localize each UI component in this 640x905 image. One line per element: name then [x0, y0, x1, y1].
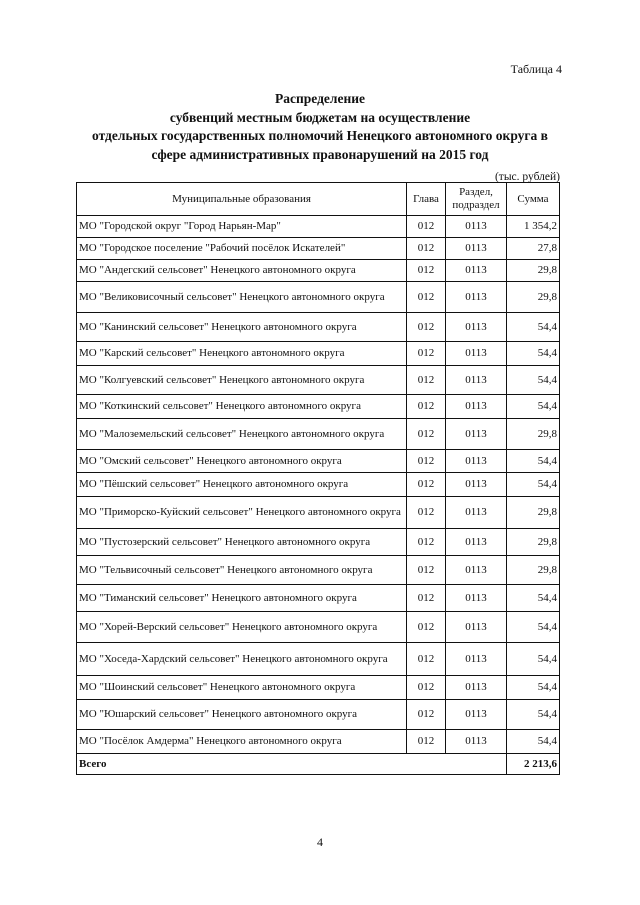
cell-section: 0113 [446, 700, 507, 730]
cell-section: 0113 [446, 730, 507, 754]
cell-chapter: 012 [407, 238, 446, 260]
cell-chapter: 012 [407, 612, 446, 643]
cell-chapter: 012 [407, 643, 446, 676]
cell-sum: 29,8 [507, 419, 560, 450]
table-row [77, 497, 560, 529]
cell-sum: 54,4 [507, 700, 560, 730]
cell-municipality: МО "Юшарский сельсовет" Ненецкого автономного округа [77, 700, 407, 730]
cell-sum: 54,4 [507, 395, 560, 419]
cell-municipality: МО "Хорей-Верский сельсовет" Ненецкого автономного округа [77, 612, 407, 643]
header-section-line1: Раздел, [459, 186, 493, 198]
header-sum: Сумма [507, 183, 560, 216]
cell-municipality: МО "Андегский сельсовет" Ненецкого автономного округа [77, 260, 407, 282]
cell-chapter: 012 [407, 419, 446, 450]
table-row [77, 313, 560, 342]
units-note: (тыс. рублей) [494, 171, 560, 183]
total-sum: 2 213,6 [507, 754, 560, 775]
cell-sum: 54,4 [507, 473, 560, 497]
table-row [77, 556, 560, 585]
cell-sum: 54,4 [507, 676, 560, 700]
table-row [77, 473, 560, 497]
table-row [77, 612, 560, 643]
title-line: субвенций местным бюджетам на осуществление [169, 109, 471, 125]
cell-section: 0113 [446, 366, 507, 395]
cell-sum: 54,4 [507, 313, 560, 342]
table-row [77, 730, 560, 754]
cell-sum: 1 354,2 [507, 216, 560, 238]
cell-section: 0113 [446, 643, 507, 676]
cell-section: 0113 [446, 612, 507, 643]
table-row [77, 700, 560, 730]
cell-sum: 54,4 [507, 730, 560, 754]
page-number: 4 [317, 835, 323, 849]
header-chapter: Глава [407, 183, 446, 216]
cell-section: 0113 [446, 342, 507, 366]
cell-municipality: МО "Карский сельсовет" Ненецкого автономного округа [77, 342, 407, 366]
title-line: сфере административных правонарушений на 2015 год [151, 146, 489, 162]
cell-sum: 29,8 [507, 497, 560, 529]
title-line: Распределение [274, 91, 366, 106]
cell-section: 0113 [446, 585, 507, 612]
cell-chapter: 012 [407, 730, 446, 754]
cell-section: 0113 [446, 529, 507, 556]
header-municipality: Муниципальные образования [77, 183, 407, 216]
cell-municipality: МО "Пустозерский сельсовет" Ненецкого автономного округа [77, 529, 407, 556]
cell-sum: 29,8 [507, 260, 560, 282]
cell-chapter: 012 [407, 676, 446, 700]
cell-municipality: МО "Городской округ "Город Нарьян-Мар" [77, 216, 407, 238]
cell-chapter: 012 [407, 260, 446, 282]
cell-chapter: 012 [407, 366, 446, 395]
table-row [77, 395, 560, 419]
table-row [77, 342, 560, 366]
cell-municipality: МО "Пёшский сельсовет" Ненецкого автономного округа [77, 473, 407, 497]
cell-section: 0113 [446, 313, 507, 342]
cell-municipality: МО "Колгуевский сельсовет" Ненецкого автономного округа [77, 366, 407, 395]
cell-municipality: МО "Тиманский сельсовет" Ненецкого автономного округа [77, 585, 407, 612]
cell-municipality: МО "Тельвисочный сельсовет" Ненецкого автономного округа [77, 556, 407, 585]
cell-section: 0113 [446, 238, 507, 260]
cell-section: 0113 [446, 473, 507, 497]
cell-municipality: МО "Коткинский сельсовет" Ненецкого автономного округа [77, 395, 407, 419]
cell-municipality: МО "Омский сельсовет" Ненецкого автономного округа [77, 450, 407, 473]
cell-sum: 54,4 [507, 585, 560, 612]
table-row [77, 419, 560, 450]
document-title [60, 90, 580, 164]
cell-section: 0113 [446, 497, 507, 529]
cell-sum: 54,4 [507, 366, 560, 395]
cell-section: 0113 [446, 260, 507, 282]
total-row [77, 754, 560, 775]
table-row [77, 282, 560, 313]
cell-municipality: МО "Шоинский сельсовет" Ненецкого автономного округа [77, 676, 407, 700]
cell-municipality: МО "Городское поселение "Рабочий посёлок Искателей" [77, 238, 407, 260]
cell-sum: 54,4 [507, 643, 560, 676]
cell-municipality: МО "Посёлок Амдерма" Ненецкого автономного округа [77, 730, 407, 754]
cell-chapter: 012 [407, 450, 446, 473]
cell-sum: 54,4 [507, 612, 560, 643]
cell-section: 0113 [446, 676, 507, 700]
cell-sum: 54,4 [507, 450, 560, 473]
table-row [77, 216, 560, 238]
cell-sum: 29,8 [507, 529, 560, 556]
cell-section: 0113 [446, 216, 507, 238]
table-row [77, 450, 560, 473]
table-header-row [77, 183, 560, 216]
cell-chapter: 012 [407, 342, 446, 366]
cell-sum: 29,8 [507, 282, 560, 313]
table-body [77, 216, 560, 754]
cell-section: 0113 [446, 556, 507, 585]
cell-chapter: 012 [407, 585, 446, 612]
cell-chapter: 012 [407, 313, 446, 342]
cell-section: 0113 [446, 282, 507, 313]
cell-sum: 29,8 [507, 556, 560, 585]
cell-municipality: МО "Приморско-Куйский сельсовет" Ненецкого автономного округа [77, 497, 407, 529]
cell-chapter: 012 [407, 529, 446, 556]
header-section [446, 183, 507, 216]
title-line: отдельных государственных полномочий Ненецкого автономного округа в [92, 128, 548, 143]
total-label: Всего [77, 754, 507, 775]
table-row [77, 643, 560, 676]
table-row [77, 238, 560, 260]
table-row [77, 585, 560, 612]
table-row [77, 366, 560, 395]
subsidy-table [76, 182, 560, 775]
cell-chapter: 012 [407, 556, 446, 585]
cell-chapter: 012 [407, 395, 446, 419]
table-row [77, 529, 560, 556]
cell-chapter: 012 [407, 216, 446, 238]
cell-section: 0113 [446, 450, 507, 473]
cell-municipality: МО "Малоземельский сельсовет" Ненецкого автономного округа [77, 419, 407, 450]
cell-municipality: МО "Великовисочный сельсовет" Ненецкого автономного округа [77, 282, 407, 313]
cell-chapter: 012 [407, 473, 446, 497]
table-row [77, 260, 560, 282]
cell-sum: 27,8 [507, 238, 560, 260]
table-row [77, 676, 560, 700]
header-section-line2: подраздел [452, 199, 500, 211]
cell-municipality: МО "Хоседа-Хардский сельсовет" Ненецкого автономного округа [77, 643, 407, 676]
cell-chapter: 012 [407, 282, 446, 313]
cell-chapter: 012 [407, 700, 446, 730]
cell-municipality: МО "Канинский сельсовет" Ненецкого автономного округа [77, 313, 407, 342]
table-label: Таблица 4 [510, 62, 562, 76]
cell-section: 0113 [446, 419, 507, 450]
cell-sum: 54,4 [507, 342, 560, 366]
cell-section: 0113 [446, 395, 507, 419]
cell-chapter: 012 [407, 497, 446, 529]
